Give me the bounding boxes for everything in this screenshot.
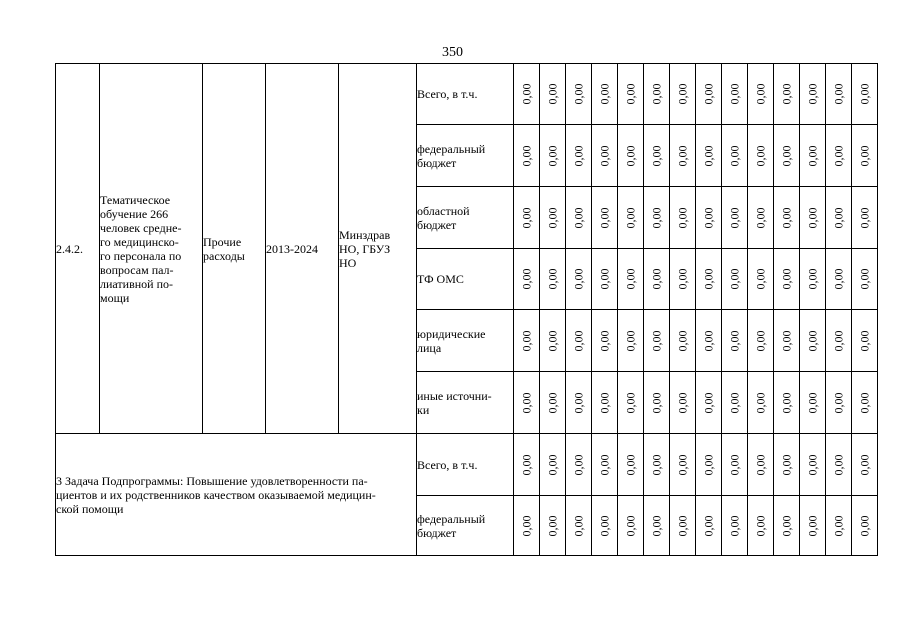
value-text: 0,00 [753, 330, 768, 351]
value-cell [722, 187, 748, 249]
value-cell [644, 372, 670, 434]
value-text: 0,00 [779, 515, 794, 536]
value-text: 0,00 [675, 207, 690, 228]
value-text: 0,00 [519, 330, 534, 351]
executor-line: НО, ГБУЗ [339, 241, 391, 256]
value-text: 0,00 [623, 330, 638, 351]
value-text: 0,00 [519, 207, 534, 228]
expense-type-line: Прочие [203, 234, 242, 249]
value-text: 0,00 [701, 392, 716, 413]
value-text: 0,00 [623, 145, 638, 166]
value-cell [514, 249, 540, 310]
value-text: 0,00 [857, 454, 872, 475]
value-text: 0,00 [701, 145, 716, 166]
value-cell [592, 372, 618, 434]
value-cell [826, 249, 852, 310]
value-text: 0,00 [857, 268, 872, 290]
value-cell [592, 125, 618, 187]
value-cell [852, 434, 878, 496]
value-text: 0,00 [779, 207, 794, 228]
task-line: ской помощи [56, 501, 124, 516]
value-cell [670, 64, 696, 125]
value-cell [540, 187, 566, 249]
value-cell [800, 372, 826, 434]
value-cell [722, 125, 748, 187]
value-text: 0,00 [857, 330, 872, 351]
value-cell [696, 187, 722, 249]
value-cell [540, 496, 566, 556]
value-cell [670, 434, 696, 496]
value-cell [540, 372, 566, 434]
value-cell [566, 187, 592, 249]
value-cell [722, 372, 748, 434]
value-text: 0,00 [519, 454, 534, 475]
value-cell [592, 249, 618, 310]
value-text: 0,00 [779, 83, 794, 105]
value-text: 0,00 [753, 392, 768, 413]
task-line: циентов и их родственников качеством оказываемой медицин- [56, 487, 376, 502]
value-cell [748, 64, 774, 125]
funding-source [417, 310, 514, 372]
value-cell [540, 434, 566, 496]
value-text: 0,00 [701, 330, 716, 351]
value-text: 0,00 [857, 515, 872, 536]
value-cell [722, 434, 748, 496]
funding-source-line: бюджет [417, 217, 457, 232]
value-text: 0,00 [519, 83, 534, 105]
value-text: 0,00 [675, 392, 690, 413]
value-text: 0,00 [831, 268, 846, 290]
value-cell [852, 372, 878, 434]
value-cell [540, 64, 566, 125]
value-cell [696, 496, 722, 556]
value-cell [618, 310, 644, 372]
value-cell [774, 249, 800, 310]
value-text: 0,00 [779, 454, 794, 475]
value-cell [514, 187, 540, 249]
funding-source-line: Всего, в т.ч. [417, 87, 478, 101]
value-text: 0,00 [545, 207, 560, 228]
value-cell [644, 64, 670, 125]
value-cell [644, 249, 670, 310]
value-cell [748, 372, 774, 434]
value-cell [514, 434, 540, 496]
value-text: 0,00 [779, 330, 794, 351]
value-cell [566, 125, 592, 187]
value-cell [696, 310, 722, 372]
value-cell [670, 249, 696, 310]
value-cell [696, 434, 722, 496]
value-text: 0,00 [727, 454, 742, 475]
value-cell [618, 125, 644, 187]
value-cell [566, 310, 592, 372]
value-cell [696, 125, 722, 187]
value-text: 0,00 [831, 515, 846, 536]
value-text: 0,00 [675, 330, 690, 351]
value-cell [774, 187, 800, 249]
value-text: 0,00 [597, 330, 612, 351]
value-cell [800, 125, 826, 187]
value-cell [514, 64, 540, 125]
value-cell [722, 496, 748, 556]
funding-source [417, 125, 514, 187]
implementation-period: 2013-2024 [266, 64, 339, 434]
measure-name-line: лиативной по- [100, 276, 174, 291]
measure-name-line: мощи [100, 290, 130, 305]
funding-source-line: иные источни- [417, 388, 492, 403]
value-cell [618, 64, 644, 125]
value-text: 0,00 [805, 83, 820, 105]
value-text: 0,00 [831, 145, 846, 166]
value-cell [514, 372, 540, 434]
value-text: 0,00 [779, 268, 794, 290]
table-body [56, 64, 878, 556]
value-text: 0,00 [727, 515, 742, 536]
value-cell [774, 496, 800, 556]
executor [339, 64, 417, 434]
measure-name-line: Тематическое [100, 192, 171, 207]
value-text: 0,00 [753, 515, 768, 536]
value-text: 0,00 [805, 207, 820, 228]
value-text: 0,00 [649, 515, 664, 536]
value-text: 0,00 [545, 145, 560, 166]
funding-source-line: лица [417, 340, 442, 355]
value-text: 0,00 [701, 454, 716, 475]
value-cell [748, 249, 774, 310]
value-cell [592, 64, 618, 125]
value-cell [852, 64, 878, 125]
value-cell [644, 496, 670, 556]
funding-source-line: бюджет [417, 155, 457, 170]
value-cell [774, 434, 800, 496]
value-text: 0,00 [831, 454, 846, 475]
value-text: 0,00 [675, 83, 690, 105]
value-text: 0,00 [727, 83, 742, 105]
value-cell [592, 434, 618, 496]
funding-source-line: ТФ ОМС [417, 272, 464, 286]
value-cell [826, 310, 852, 372]
value-cell [826, 434, 852, 496]
funding-source-line: федеральный [417, 141, 486, 156]
value-text: 0,00 [831, 392, 846, 413]
measure-code: 2.4.2. [56, 64, 100, 434]
value-text: 0,00 [779, 392, 794, 413]
value-cell [696, 249, 722, 310]
value-cell [670, 496, 696, 556]
value-cell [800, 249, 826, 310]
value-cell [852, 249, 878, 310]
value-cell [540, 249, 566, 310]
value-text: 0,00 [545, 392, 560, 413]
expense-type-line: расходы [203, 248, 245, 263]
value-cell [826, 372, 852, 434]
task-description [56, 434, 417, 556]
task-row [56, 434, 878, 496]
value-text: 0,00 [831, 207, 846, 228]
value-text: 0,00 [805, 330, 820, 351]
funding-source-line: Всего, в т.ч. [417, 457, 478, 472]
value-text: 0,00 [545, 515, 560, 536]
value-cell [644, 187, 670, 249]
value-text: 0,00 [753, 207, 768, 228]
value-text: 0,00 [831, 83, 846, 105]
value-cell [826, 125, 852, 187]
measure-name [100, 64, 203, 434]
value-text: 0,00 [753, 454, 768, 475]
value-text: 0,00 [571, 145, 586, 166]
funding-source-line: бюджет [417, 525, 457, 540]
value-cell [800, 434, 826, 496]
value-text: 0,00 [857, 83, 872, 105]
value-cell [566, 372, 592, 434]
value-text: 0,00 [649, 454, 664, 475]
value-cell [800, 64, 826, 125]
value-cell [644, 434, 670, 496]
value-text: 0,00 [571, 392, 586, 413]
value-text: 0,00 [571, 330, 586, 351]
value-text: 0,00 [597, 454, 612, 475]
budget-table [55, 63, 878, 556]
expense-type [203, 64, 266, 434]
value-cell [592, 310, 618, 372]
value-cell [748, 187, 774, 249]
value-cell [644, 125, 670, 187]
value-text: 0,00 [831, 330, 846, 351]
value-text: 0,00 [623, 268, 638, 290]
value-text: 0,00 [857, 145, 872, 166]
value-text: 0,00 [675, 268, 690, 290]
funding-source [417, 64, 514, 125]
value-text: 0,00 [753, 145, 768, 166]
value-text: 0,00 [519, 145, 534, 166]
value-text: 0,00 [805, 268, 820, 290]
funding-source-line: юридические [417, 326, 486, 341]
value-text: 0,00 [597, 83, 612, 105]
value-text: 0,00 [649, 268, 664, 290]
funding-source-line: областной [417, 203, 470, 218]
value-text: 0,00 [571, 515, 586, 536]
value-text: 0,00 [753, 83, 768, 105]
value-text: 0,00 [675, 454, 690, 475]
value-cell [514, 496, 540, 556]
value-text: 0,00 [727, 268, 742, 290]
value-text: 0,00 [623, 392, 638, 413]
value-cell [774, 372, 800, 434]
value-text: 0,00 [597, 515, 612, 536]
measure-name-line: человек средне- [100, 220, 182, 235]
value-cell [800, 496, 826, 556]
funding-source [417, 249, 514, 310]
value-text: 0,00 [519, 268, 534, 290]
task-line: 3 Задача Подпрограммы: Повышение удовлетворенности па- [56, 473, 368, 488]
funding-source [417, 187, 514, 249]
value-text: 0,00 [519, 392, 534, 413]
value-text: 0,00 [545, 83, 560, 105]
value-cell [696, 372, 722, 434]
measure-name-line: го персонала по [100, 248, 182, 263]
value-text: 0,00 [597, 145, 612, 166]
value-cell [852, 187, 878, 249]
value-cell [540, 310, 566, 372]
value-text: 0,00 [597, 268, 612, 290]
value-text: 0,00 [649, 145, 664, 166]
value-text: 0,00 [571, 268, 586, 290]
value-cell [514, 310, 540, 372]
value-cell [540, 125, 566, 187]
value-cell [826, 187, 852, 249]
value-cell [618, 372, 644, 434]
value-text: 0,00 [649, 330, 664, 351]
value-text: 0,00 [649, 392, 664, 413]
value-text: 0,00 [805, 515, 820, 536]
value-cell [566, 434, 592, 496]
value-cell [722, 249, 748, 310]
value-text: 0,00 [727, 392, 742, 413]
value-text: 0,00 [545, 330, 560, 351]
value-cell [514, 125, 540, 187]
value-cell [592, 496, 618, 556]
value-cell [566, 496, 592, 556]
value-text: 0,00 [805, 392, 820, 413]
value-text: 0,00 [675, 145, 690, 166]
value-text: 0,00 [727, 145, 742, 166]
value-text: 0,00 [753, 268, 768, 290]
funding-source [417, 372, 514, 434]
page-number: 350 [442, 45, 463, 60]
value-cell [722, 310, 748, 372]
value-text: 0,00 [571, 454, 586, 475]
value-text: 0,00 [623, 515, 638, 536]
value-text: 0,00 [805, 145, 820, 166]
value-cell [748, 310, 774, 372]
value-text: 0,00 [857, 207, 872, 228]
value-text: 0,00 [701, 268, 716, 290]
value-cell [748, 434, 774, 496]
value-cell [696, 64, 722, 125]
value-cell [566, 64, 592, 125]
value-text: 0,00 [675, 515, 690, 536]
value-cell [774, 310, 800, 372]
value-cell [852, 310, 878, 372]
value-cell [852, 496, 878, 556]
value-cell [774, 64, 800, 125]
value-text: 0,00 [519, 515, 534, 536]
measure-row [56, 64, 878, 125]
value-cell [566, 249, 592, 310]
value-cell [826, 64, 852, 125]
value-cell [852, 125, 878, 187]
value-text: 0,00 [701, 83, 716, 105]
value-text: 0,00 [597, 392, 612, 413]
funding-source [417, 434, 514, 496]
value-text: 0,00 [545, 268, 560, 290]
measure-name-line: го медицинско- [100, 234, 179, 249]
value-cell [800, 310, 826, 372]
value-cell [670, 187, 696, 249]
value-text: 0,00 [623, 207, 638, 228]
value-text: 0,00 [623, 83, 638, 105]
value-cell [644, 310, 670, 372]
value-text: 0,00 [571, 207, 586, 228]
value-text: 0,00 [597, 207, 612, 228]
value-text: 0,00 [545, 454, 560, 475]
value-cell [826, 496, 852, 556]
executor-line: НО [339, 255, 357, 270]
value-cell [670, 310, 696, 372]
value-text: 0,00 [701, 207, 716, 228]
value-cell [748, 496, 774, 556]
value-text: 0,00 [727, 330, 742, 351]
executor-line: Минздрав [339, 227, 391, 242]
value-cell [618, 249, 644, 310]
value-cell [748, 125, 774, 187]
value-text: 0,00 [701, 515, 716, 536]
value-text: 0,00 [571, 83, 586, 105]
value-text: 0,00 [805, 454, 820, 475]
value-text: 0,00 [727, 207, 742, 228]
value-text: 0,00 [649, 207, 664, 228]
value-cell [722, 64, 748, 125]
value-text: 0,00 [779, 145, 794, 166]
value-cell [670, 125, 696, 187]
funding-source-line: ки [417, 402, 430, 417]
value-cell [800, 187, 826, 249]
measure-name-line: обучение 266 [100, 206, 169, 221]
value-cell [592, 187, 618, 249]
funding-source-line: федеральный [417, 511, 486, 526]
value-cell [618, 434, 644, 496]
funding-source [417, 496, 514, 556]
value-text: 0,00 [623, 454, 638, 475]
value-text: 0,00 [649, 83, 664, 105]
measure-name-line: вопросам пал- [100, 262, 174, 277]
value-cell [774, 125, 800, 187]
value-cell [670, 372, 696, 434]
value-cell [618, 496, 644, 556]
value-cell [618, 187, 644, 249]
value-text: 0,00 [857, 392, 872, 413]
